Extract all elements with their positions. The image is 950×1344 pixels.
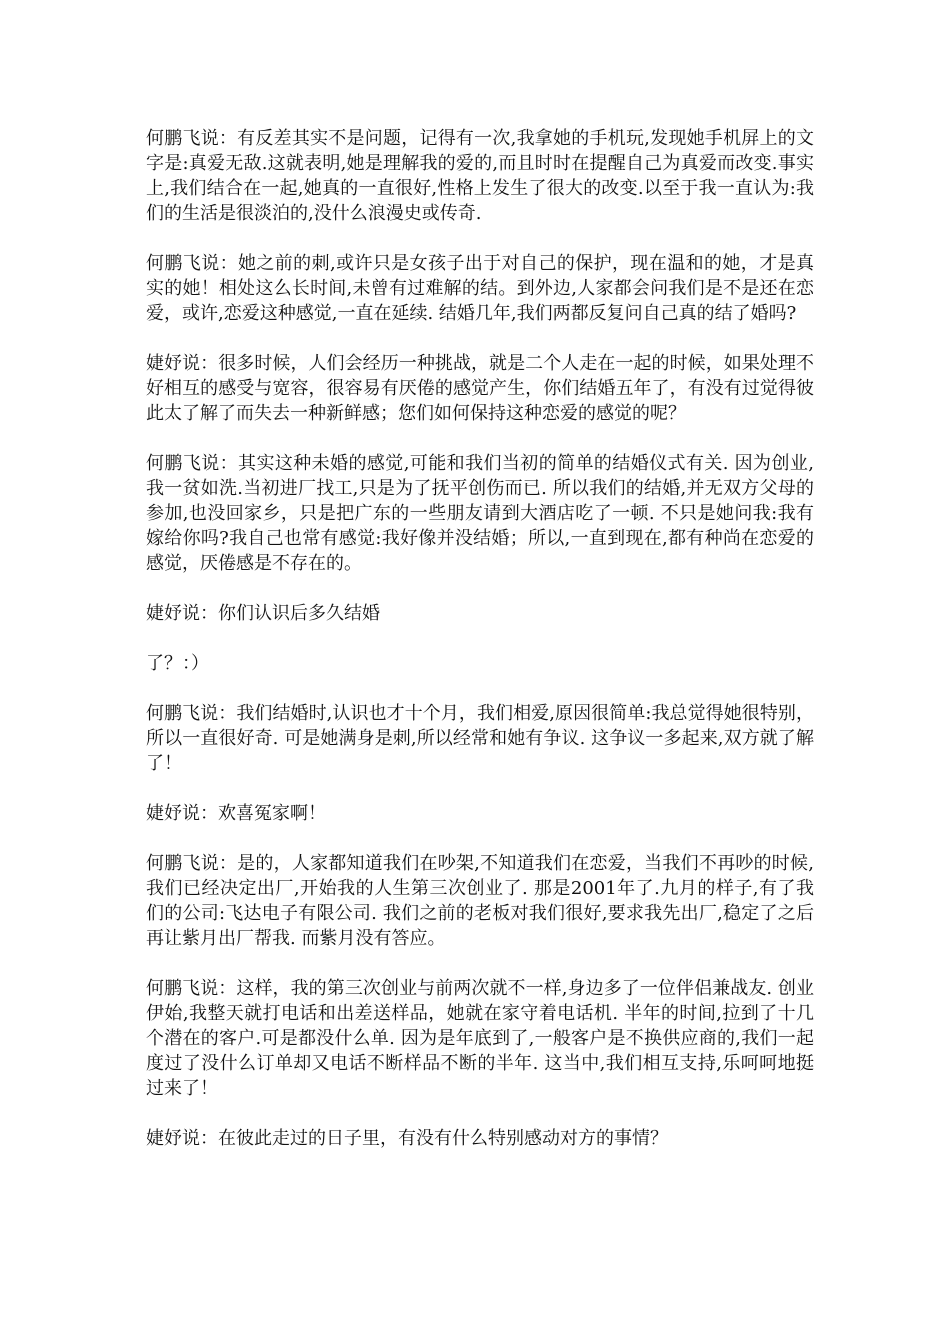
paragraph: 何鹏飞说：是的，人家都知道我们在吵架,不知道我们在恋爱，当我们不再吵的时候,我们已经决定出厂,开始我的人生第三次创业了. 那是2001年了.九月的样子,有了我们的公司:飞达电子有限公司. 我们之前的老板对我们很好,要求我先出厂,稳定了之后再让紫月出厂帮我. 而紫月没有答应。: [146, 853, 814, 949]
paragraph: 婕妤说：你们认识后多久结婚: [146, 603, 380, 624]
paragraph: 婕妤说：很多时候，人们会经历一种挑战，就是二个人走在一起的时候，如果处理不好相互的感受与宽容，很容易有厌倦的感觉产生，你们结婚五年了，有没有过觉得彼此太了解了而失去一种新鲜感；您们如何保持这种恋爱的感觉的呢？: [146, 353, 814, 424]
paragraph: 了？：）: [146, 653, 209, 674]
document-body: [146, 126, 814, 1176]
paragraph: 何鹏飞说：有反差其实不是问题，记得有一次,我拿她的手机玩,发现她手机屏上的文字是:真爱无敌.这就表明,她是理解我的爱的,而且时时在提醒自己为真爱而改变.事实上,我们结合在一起,她真的一直很好,性格上发生了很大的改变.以至于我一直认为:我们的生活是很淡泊的,没什么浪漫史或传奇.: [146, 128, 814, 224]
paragraph: 何鹏飞说：其实这种未婚的感觉,可能和我们当初的简单的结婚仪式有关. 因为创业,我一贫如洗.当初进厂找工,只是为了抚平创伤而已. 所以我们的结婚,并无双方父母的参加,也没回家乡，只是把广东的一些朋友请到大酒店吃了一顿. 不只是她问我:我有嫁给你吗?我自己也常有感觉:我好像并没结婚；所以,一直到现在,都有种尚在恋爱的感觉，厌倦感是不存在的。: [146, 453, 814, 574]
paragraph: 何鹏飞说：她之前的刺,或许只是女孩子出于对自己的保护，现在温和的她，才是真实的她！相处这么长时间,未曾有过难解的结。到外边,人家都会问我们是不是还在恋爱，或许,恋爱这种感觉,一直在延续. 结婚几年,我们两都反复问自己真的结了婚吗?: [146, 253, 814, 324]
paragraph: 婕妤说：在彼此走过的日子里，有没有什么特别感动对方的事情？: [146, 1128, 668, 1149]
paragraph: 何鹏飞说：我们结婚时,认识也才十个月，我们相爱,原因很简单:我总觉得她很特别，所以一直很好奇. 可是她满身是刺,所以经常和她有争议. 这争议一多起来,双方就了解了！: [146, 703, 814, 774]
paragraph: 何鹏飞说：这样，我的第三次创业与前两次就不一样,身边多了一位伴侣兼战友. 创业伊始,我整天就打电话和出差送样品，她就在家守着电话机. 半年的时间,拉到了十几个潜在的客户.可是都没什么单. 因为是年底到了,一般客户是不换供应商的,我们一起度过了没什么订单却又电话不断样品不断的半年. 这当中,我们相互支持,乐呵呵地挺过来了！: [146, 978, 814, 1099]
paragraph: 婕妤说：欢喜冤家啊！: [146, 803, 326, 824]
